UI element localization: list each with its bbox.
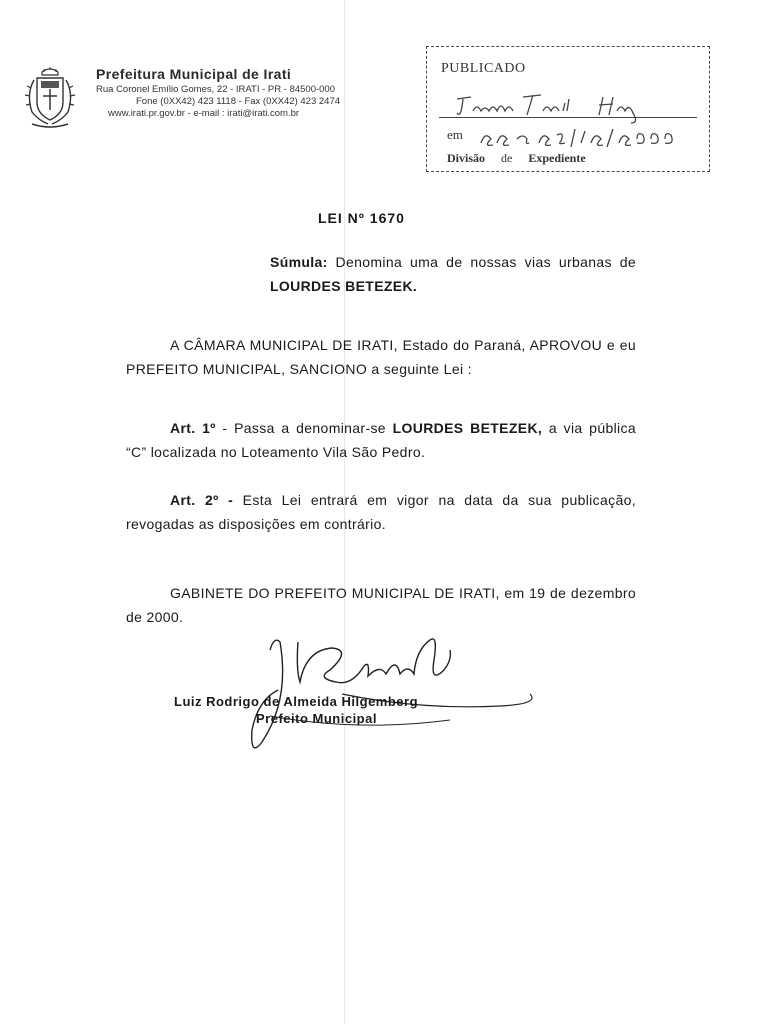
stamp-division xyxy=(447,151,586,166)
article-1 xyxy=(126,416,636,464)
publication-stamp xyxy=(426,46,710,172)
law-title: LEI Nº 1670 xyxy=(318,210,405,226)
letterhead-title: Prefeitura Municipal de Irati xyxy=(96,66,292,82)
letterhead-address: Rua Coronel Emílio Gomes, 22 - IRATI - PR - 84500-000 xyxy=(96,84,336,95)
letterhead-web: www.irati.pr.gov.br - e-mail : irati@irati.com.br xyxy=(108,108,300,119)
summary-text: Denomina uma de nossas vias urbanas de xyxy=(327,254,636,270)
stamp-label: PUBLICADO xyxy=(441,61,526,76)
municipal-coat-of-arms-icon xyxy=(20,66,80,132)
stamp-division-de: de xyxy=(501,151,513,165)
article-2-label: Art. 2º - xyxy=(170,492,234,508)
letterhead-phone: Fone (0XX42) 423 1118 - Fax (0XX42) 423 2474 xyxy=(136,96,341,107)
article-1-honoree-name: LOURDES BETEZEK, xyxy=(392,420,543,436)
summary-label: Súmula: xyxy=(270,254,328,270)
closing-statement: GABINETE DO PREFEITO MUNICIPAL DE IRATI, em 19 de dezembro de 2000. xyxy=(126,585,636,625)
article-1-label: Art. 1º xyxy=(170,420,216,436)
letterhead xyxy=(96,66,340,120)
signer-name: Luiz Rodrigo de Almeida Hilgemberg xyxy=(174,694,419,709)
article-2-text: Esta Lei entrará em vigor na data da sua publicação, revogadas as disposições em contrário. xyxy=(126,492,636,532)
stamp-division-b: Expediente xyxy=(528,151,586,165)
handwritten-newspaper-name xyxy=(453,89,693,125)
article-2 xyxy=(126,488,636,536)
article-1-text-a: - Passa a denominar-se xyxy=(215,420,393,436)
article-1-text-b: a via pública “C” localizada no Loteamento Vila São Pedro. xyxy=(126,420,636,460)
stamp-em-label: em xyxy=(447,127,463,142)
law-preamble: A CÂMARA MUNICIPAL DE IRATI, Estado do Paraná, APROVOU e eu PREFEITO MUNICIPAL, SANCIONO a seguinte Lei : xyxy=(126,337,636,377)
stamp-rule xyxy=(439,117,697,118)
law-summary xyxy=(270,250,636,298)
handwritten-publication-date xyxy=(477,123,697,149)
stamp-division-a: Divisão xyxy=(447,151,486,165)
signer-role: Prefeito Municipal xyxy=(256,711,377,726)
summary-honoree-name: LOURDES BETEZEK. xyxy=(270,278,418,294)
